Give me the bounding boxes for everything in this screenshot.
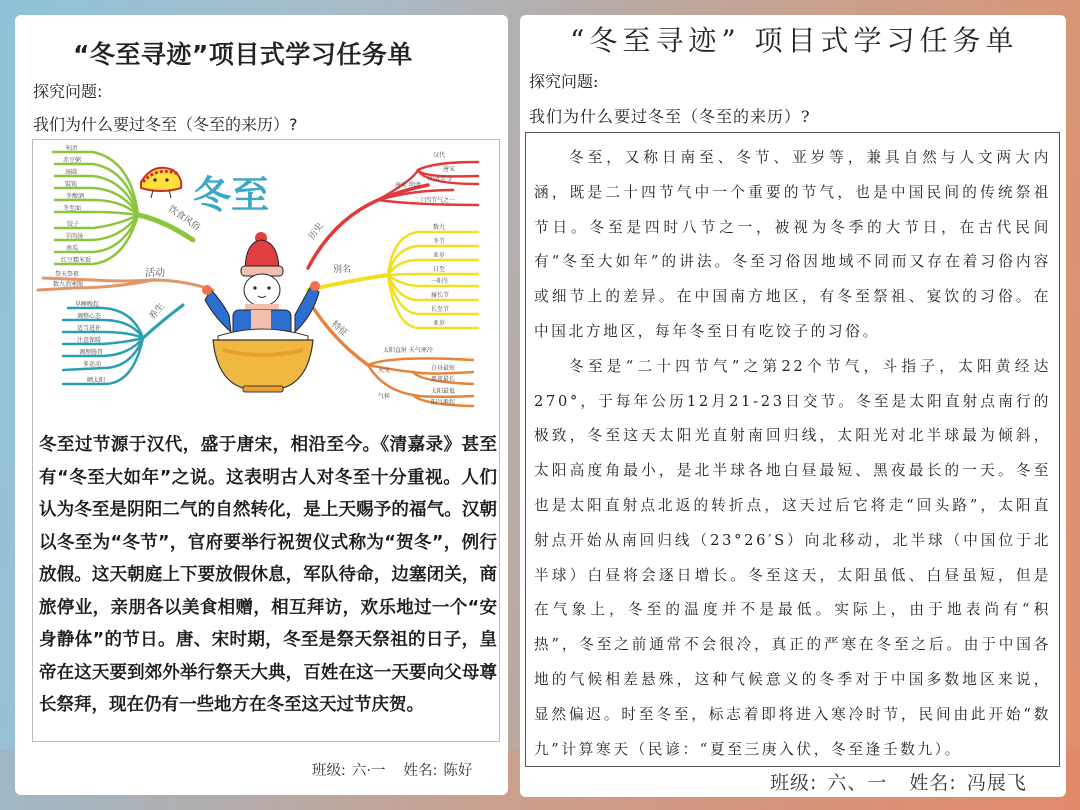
answer-box bbox=[32, 139, 500, 742]
svg-text:唐宋: 唐宋 bbox=[443, 166, 456, 173]
svg-text:调理肠胃: 调理肠胃 bbox=[79, 349, 104, 356]
svg-text:别名: 别名 bbox=[333, 265, 352, 275]
mindmap-branch-aliases bbox=[308, 232, 478, 328]
svg-text:早睡晚起: 早睡晚起 bbox=[75, 301, 100, 308]
svg-text:数九消寒图: 数九消寒图 bbox=[53, 281, 84, 288]
svg-text:唐宋 明清: 唐宋 明清 bbox=[395, 182, 421, 189]
worksheet-right bbox=[520, 15, 1066, 797]
svg-text:亚岁: 亚岁 bbox=[433, 320, 446, 327]
svg-text:黑夜最长: 黑夜最长 bbox=[431, 376, 456, 383]
svg-text:南瓜: 南瓜 bbox=[66, 245, 79, 252]
name-value: 陈好 bbox=[443, 763, 473, 779]
svg-text:活动: 活动 bbox=[145, 268, 165, 279]
svg-text:白昼最短: 白昼最短 bbox=[431, 365, 456, 372]
winter-solstice-mindmap bbox=[33, 140, 498, 422]
svg-text:汉代: 汉代 bbox=[433, 152, 446, 159]
svg-text:履长节: 履长节 bbox=[431, 292, 450, 299]
svg-text:适当进补: 适当进补 bbox=[77, 325, 102, 332]
svg-text:数九: 数九 bbox=[433, 224, 446, 231]
svg-text:多运动: 多运动 bbox=[83, 361, 102, 368]
svg-text:太阳直射 天气寒冷: 太阳直射 天气寒冷 bbox=[383, 347, 433, 354]
svg-text:汤圆: 汤圆 bbox=[65, 169, 78, 176]
svg-text:红豆糯米饭: 红豆糯米饭 bbox=[61, 257, 92, 264]
class-label: 班级: bbox=[770, 772, 818, 794]
child-with-dumplings-illustration bbox=[202, 232, 320, 392]
svg-text:米团: 米团 bbox=[65, 145, 78, 152]
svg-text:亚岁: 亚岁 bbox=[433, 252, 446, 259]
svg-text:冬节: 冬节 bbox=[433, 238, 446, 245]
svg-text:冬酿酒: 冬酿酒 bbox=[66, 193, 85, 200]
dumpling-mascot-icon bbox=[141, 168, 181, 198]
svg-text:太阳最低: 太阳最低 bbox=[431, 388, 456, 395]
name-value: 冯展飞 bbox=[966, 772, 1027, 794]
svg-text:长至节: 长至节 bbox=[431, 306, 450, 313]
svg-text:调整心态: 调整心态 bbox=[77, 313, 102, 320]
inquiry-question: 我们为什么要过冬至（冬至的来历）? bbox=[529, 107, 811, 126]
svg-text:养生: 养生 bbox=[147, 301, 167, 322]
svg-text:馄饨: 馄饨 bbox=[65, 181, 78, 188]
answer-paragraph-1: 冬至，又称日南至、冬节、亚岁等，兼具自然与人文两大内涵，既是二十四节气中一个重要的节气，也是中国民间的传统祭祖节日。冬至是四时八节之一，被视为冬季的大节日，在古代民间有“冬至大如年”的讲法。冬至习俗因地域不同而又存在着习俗内容或细节上的差异。在中国南方地区，有冬至祭祖、宴饮的习俗。在中国北方地区，每年冬至日有吃饺子的习俗。 bbox=[534, 149, 1051, 340]
svg-text:天文: 天文 bbox=[378, 367, 391, 374]
worksheet-left bbox=[15, 15, 508, 795]
class-label: 班级: bbox=[312, 763, 346, 779]
answer-box bbox=[525, 132, 1060, 767]
svg-text:饮食风俗: 饮食风俗 bbox=[166, 204, 202, 234]
svg-text:冬至面: 冬至面 bbox=[63, 205, 82, 212]
svg-text:祭天祭祖: 祭天祭祖 bbox=[55, 271, 80, 278]
svg-text:日至: 日至 bbox=[433, 266, 446, 273]
inquiry-label: 探究问题: bbox=[33, 82, 103, 101]
worksheet-title: “冬至寻迹” 项目式学习任务单 bbox=[570, 24, 1019, 57]
svg-text:二十四节气之一: 二十四节气之一 bbox=[413, 197, 456, 204]
svg-text:一阳生: 一阳生 bbox=[431, 278, 450, 285]
svg-text:明清至今: 明清至今 bbox=[428, 176, 453, 183]
inquiry-label: 探究问题: bbox=[529, 72, 599, 91]
svg-text:气候: 气候 bbox=[378, 393, 391, 400]
svg-text:阳气渐起: 阳气渐起 bbox=[431, 399, 456, 406]
svg-text:注意保暖: 注意保暖 bbox=[77, 337, 102, 344]
student-info bbox=[312, 759, 478, 780]
svg-text:特征: 特征 bbox=[329, 319, 350, 339]
class-value: 六、一 bbox=[827, 772, 888, 794]
svg-text:赤豆粥: 赤豆粥 bbox=[63, 157, 82, 164]
name-label: 姓名: bbox=[909, 772, 957, 794]
inquiry-question: 我们为什么要过冬至（冬至的来历）? bbox=[33, 115, 298, 134]
svg-text:历史: 历史 bbox=[307, 221, 326, 242]
svg-text:晒太阳: 晒太阳 bbox=[87, 377, 106, 384]
svg-text:饺子: 饺子 bbox=[67, 221, 80, 228]
worksheet-title: “冬至寻迹”项目式学习任务单 bbox=[73, 40, 413, 69]
mindmap-title: 冬至 bbox=[193, 173, 270, 217]
answer-text: 冬至过节源于汉代，盛于唐宋，相沿至今。《清嘉录》甚至有“冬至大如年”之说。这表明古人对冬至十分重视。人们认为冬至是阴阳二气的自然转化，是上天赐予的福气。汉朝以冬至为“冬节”，官府要举行祝贺仪式称为“贺冬”，例行放假。这天朝庭上下要放假休息，军队待命，边塞闭关，商旅停业，亲朋各以美食相赠，相互拜访，欢乐地过一个“安身静体”的节日。唐、宋时期，冬至是祭天祭祖的日子，皇帝在这天要到郊外举行祭天大典，百姓在这一天要向父母尊长祭拜，现在仍有一些地方在冬至这天过节庆贺。 bbox=[39, 435, 497, 715]
svg-text:羊肉汤: 羊肉汤 bbox=[65, 233, 84, 240]
answer-paragraph-2: 冬至是“二十四节气”之第22个节气，斗指子，太阳黄经达270°，于每年公历12月21-23日交节。冬至是太阳直射点南行的极致，冬至这天太阳光直射南回归线，太阳光对北半球最为倾斜，太阳高度角最小，是北半球各地白昼最短、黑夜最长的一天。冬至也是太阳直射点北返的转折点，这天过后它将走“回头路”，太阳直射点开始从南回归线（23°26′S）向北移动，北半球（中国位于北半球）白昼将会逐日增长。冬至这天，太阳虽低、白昼虽短，但是在气象上，冬至的温度并不是最低。实际上，由于地表尚有“积热”，冬至之前通常不会很冷，真正的严寒在冬至之后。由于中国各地的气候相差悬殊，这种气候意义的冬季对于中国多数地区来说，显然偏迟。时至冬至，标志着即将进入寒冷时节，民间由此开始“数九”计算寒天（民谚：“夏至三庚入伏，冬至逢壬数九）。 bbox=[534, 357, 1051, 758]
student-info bbox=[770, 768, 1037, 795]
name-label: 姓名: bbox=[403, 763, 438, 779]
class-value: 六·一 bbox=[351, 763, 386, 779]
